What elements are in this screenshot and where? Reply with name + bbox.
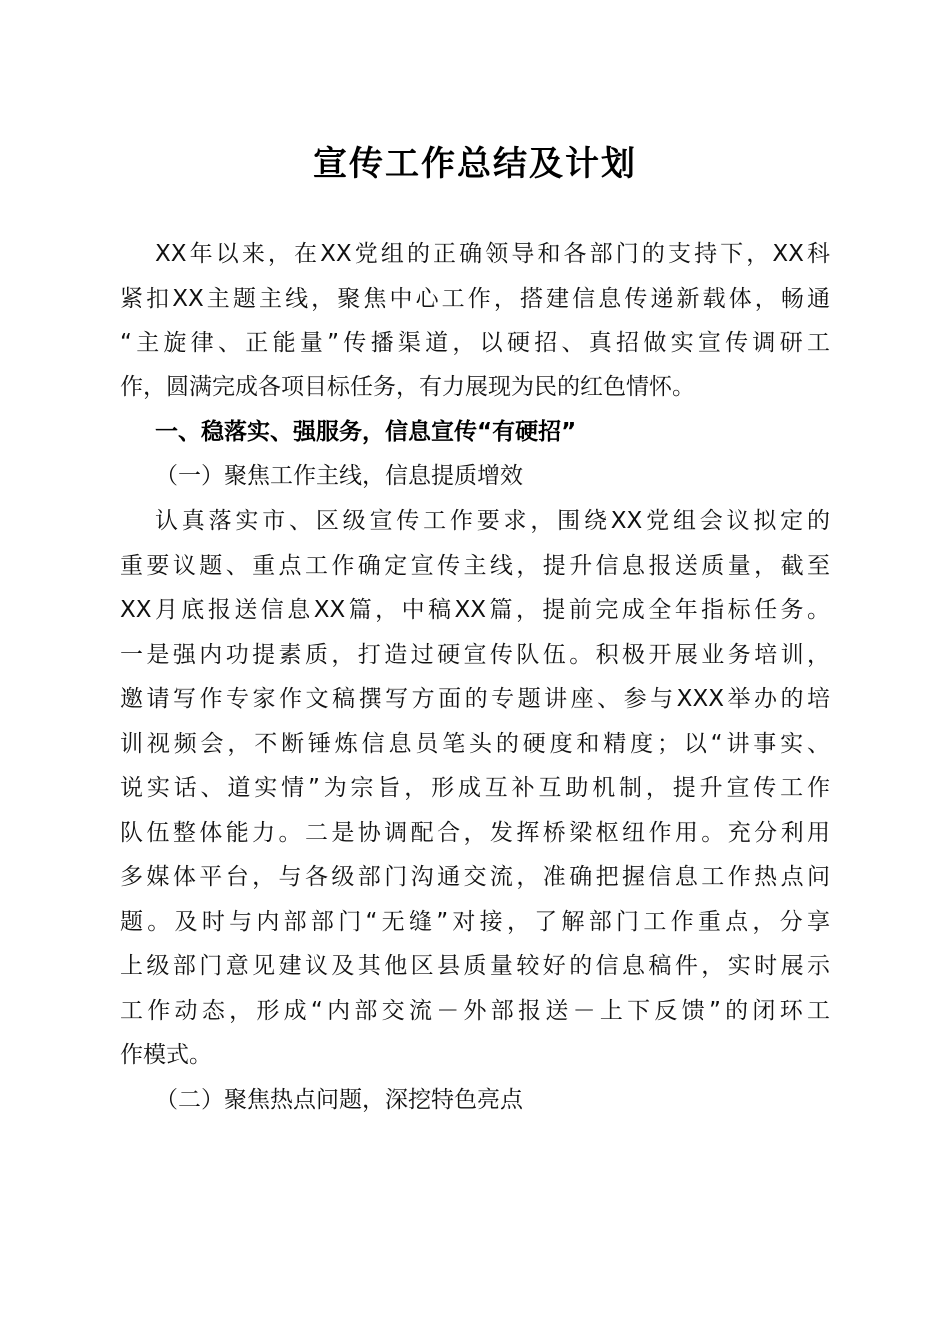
paragraph-line: 队伍整体能力。二是协调配合，发挥桥梁枢纽作用。充分利用	[120, 820, 830, 846]
paragraph-line: XX年以来，在XX党组的正确领导和各部门的支持下，XX科	[155, 241, 830, 267]
paragraph-line: 邀请写作专家作文稿撰写方面的专题讲座、参与XXX举办的培	[120, 686, 830, 712]
paragraph-line: 重要议题、重点工作确定宣传主线，提升信息报送质量，截至	[120, 553, 830, 579]
paragraph-line: “主旋律、正能量”传播渠道，以硬招、真招做实宣传调研工	[120, 330, 830, 356]
section-heading: 一、稳落实、强服务，信息宣传“有硬招”	[155, 419, 577, 445]
subsection-heading: （一）聚焦工作主线，信息提质增效	[155, 463, 523, 489]
subsection-heading: （二）聚焦热点问题，深挖特色亮点	[155, 1087, 523, 1113]
paragraph-line: 说实话、道实情”为宗旨，形成互补互助机制，提升宣传工作	[120, 775, 830, 801]
paragraph-line: 工作动态，形成“内部交流－外部报送－上下反馈”的闭环工	[120, 998, 830, 1024]
paragraph-line: 认真落实市、区级宣传工作要求，围绕XX党组会议拟定的	[155, 508, 830, 534]
document-title: 宣传工作总结及计划	[313, 144, 637, 184]
paragraph-line: 紧扣XX主题主线，聚焦中心工作，搭建信息传递新载体，畅通	[120, 286, 830, 312]
paragraph-line: XX月底报送信息XX篇，中稿XX篇，提前完成全年指标任务。	[120, 597, 830, 623]
paragraph-line: 训视频会，不断锤炼信息员笔头的硬度和精度；以“讲事实、	[120, 731, 830, 757]
paragraph-line: 题。及时与内部部门“无缝”对接，了解部门工作重点，分享	[120, 909, 830, 935]
paragraph-line: 作模式。	[120, 1042, 212, 1068]
paragraph-line: 上级部门意见建议及其他区县质量较好的信息稿件，实时展示	[120, 953, 830, 979]
paragraph-line: 一是强内功提素质，打造过硬宣传队伍。积极开展业务培训，	[120, 642, 830, 668]
paragraph-line: 多媒体平台，与各级部门沟通交流，准确把握信息工作热点问	[120, 864, 830, 890]
paragraph-line: 作，圆满完成各项目标任务，有力展现为民的红色情怀。	[120, 374, 695, 400]
